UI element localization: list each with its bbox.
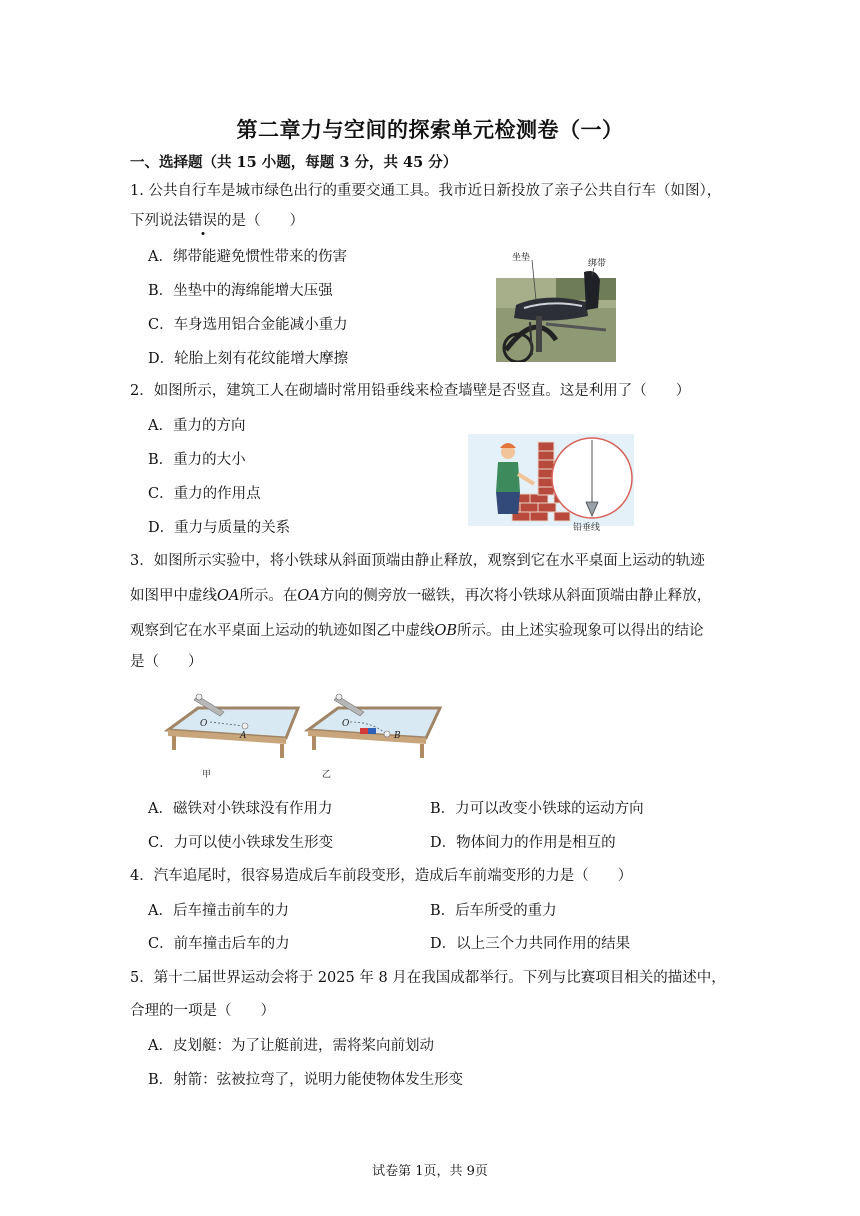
q1-option-d: D．轮胎上刻有花纹能增大摩擦 [148,351,349,367]
fig-label-b: B [394,731,401,741]
q5-option-b: B．射箭：弦被拉弯了，说明力能使物体发生形变 [148,1072,464,1088]
q4-option-d: D．以上三个力共同作用的结果 [430,936,631,952]
q3-stem-line3 [130,621,740,641]
q3-option-a: A．磁铁对小铁球没有作用力 [148,801,333,817]
q2-stem: 2．如图所示，建筑工人在砌墙时常用铅垂线来检查墙壁是否竖直。这是利用了（ ） [130,383,691,399]
q1-option-c: C．车身选用铝合金能减小重力 [148,317,348,333]
q3-stem-line1: 3．如图所示实验中，将小铁球从斜面顶端由静止释放，观察到它在水平桌面上运动的轨迹 [130,553,705,569]
section-heading: 一、选择题（共 15 小题，每题 3 分，共 45 分） [130,154,458,171]
fig-label-a: A [240,731,247,741]
q1-stem-line1: 1. 公共自行车是城市绿色出行的重要交通工具。我市近日新投放了亲子公共自行车（如图）， [130,183,722,199]
q2-option-b: B．重力的大小 [148,452,246,468]
table-yi [308,694,440,780]
q1-stem-line2 [130,211,740,231]
page-footer: 试卷第 1页，共 9页 [372,1164,488,1179]
q3-italic: OA [217,588,240,604]
page-title: 第二章力与空间的探索单元检测卷（一） [236,117,624,142]
q3-text: 所示。由上述实验现象可以得出的结论 [457,623,704,639]
q1-text: 下列说法 [130,213,188,229]
q1-option-b: B．坐垫中的海绵能增大压强 [148,283,333,299]
q2-option-d: D．重力与质量的关系 [148,520,291,536]
fig-label-yi: 乙 [322,770,332,780]
fig-label-strap: 绑带 [588,259,607,269]
q5-stem-line2: 合理的一项是（ ） [130,1003,275,1019]
q3-text: 所示。在 [239,588,298,604]
q2-option-a: A．重力的方向 [148,418,246,434]
q4-option-c: C．前车撞击后车的力 [148,936,290,952]
q3-stem-line4: 是（ ） [130,654,203,670]
fig-label-seat: 坐垫 [512,253,531,263]
q3-option-d: D．物体间力的作用是相互的 [430,835,616,851]
q2-option-c: C．重力的作用点 [148,486,261,502]
q3-italic: OB [434,623,458,639]
fig-label-plumb-line: 铅垂线 [573,523,601,533]
q3-text: 观察到它在水平桌面上运动的轨迹如图乙中虚线 [130,623,435,639]
fig-label-o2: O [342,719,350,729]
q4-stem: 4．汽车追尾时，很容易造成后车前段变形，造成后车前端变形的力是（ ） [130,868,633,884]
q3-text: 方向的侧旁放一磁铁，再次将小铁球从斜面顶端由静止释放， [319,588,712,604]
q5-option-a: A．皮划艇：为了让艇前进，需将桨向前划动 [148,1038,434,1054]
q1-text: 的是（ ） [217,213,304,229]
q3-text: 如图甲中虚线 [130,588,217,604]
bicycle-seat-figure [496,250,616,362]
fig-label-o1: O [200,719,208,729]
table-jia [168,694,298,780]
q4-option-a: A．后车撞击前车的力 [148,903,289,919]
q1-option-a: A．绑带能避免惯性带来的伤害 [148,249,347,265]
q5-stem-line1: 5．第十二届世界运动会将于 2025 年 8 月在我国成都举行。下列与比赛项目相关的描述中， [130,970,726,986]
q3-stem-line2 [130,586,740,606]
fig-label-jia: 甲 [202,770,212,780]
q3-option-c: C．力可以使小铁球发生形变 [148,835,334,851]
q3-italic: OA [297,588,320,604]
q4-option-b: B．后车所受的重力 [430,903,557,919]
ramp-table-figure [158,692,444,784]
q1-emphasis: 错误 [188,213,217,229]
plumb-line-figure [468,434,634,534]
q3-option-b: B．力可以改变小铁球的运动方向 [430,801,644,817]
